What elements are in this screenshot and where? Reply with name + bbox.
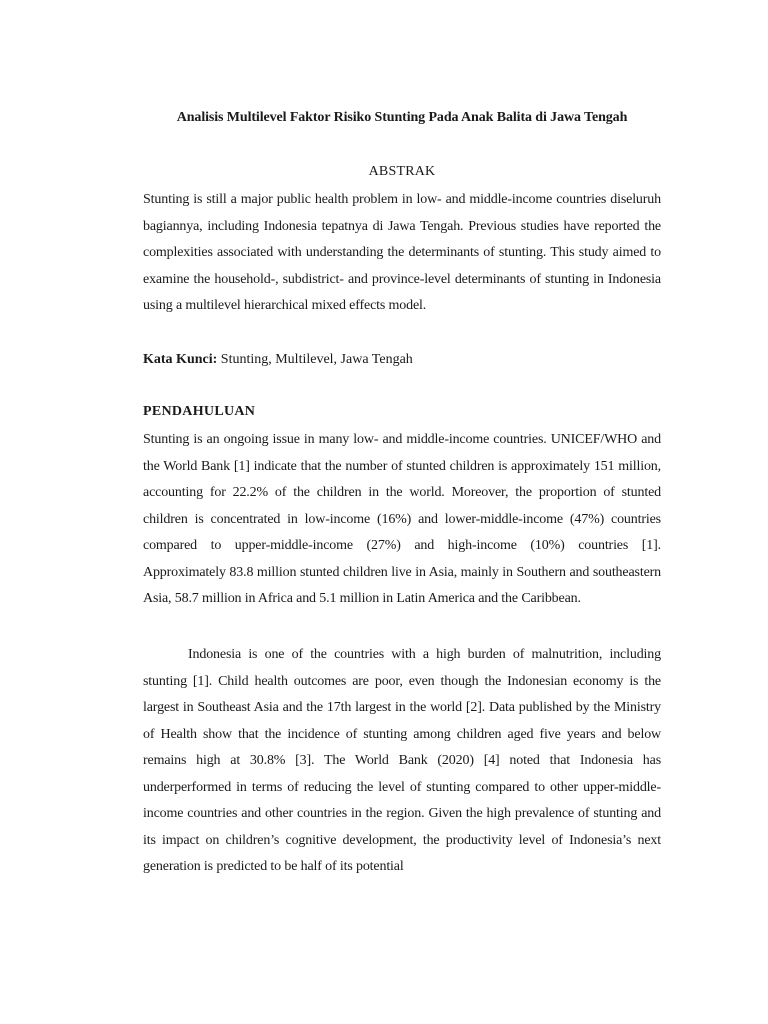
paper-title: Analisis Multilevel Faktor Risiko Stunting Pada Anak Balita di Jawa Tengah: [176, 110, 628, 125]
intro-paragraph-1: Stunting is an ongoing issue in many low- and middle-income countries. UNICEF/WHO and the World Bank [1] indicate that the number of stunted children is approximately 151 million, accounting for 22.2% of the children in the world. Moreover, the proportion of stunted children is concentrated in low-income (16%) and lower-middle-income (47%) countries compared to upper-middle-income (27%) and high-income (10%) countries [1]. Approximately 83.8 million stunted children live in Asia, mainly in Southern and southeastern Asia, 58.7 million in Africa and 5.1 million in Latin America and the Caribbean.: [143, 432, 661, 606]
intro-paragraph-2: Indonesia is one of the countries with a high burden of malnutrition, including stunting [1]. Child health outcomes are poor, even though the Indonesian economy is the largest in Southeast Asia and the 17th largest in the world [2]. Data published by the Ministry of Health show that the incidence of stunting among children aged five years and below remains high at 30.8% [3]. The World Bank (2020) [4] noted that Indonesia has underperformed in terms of reducing the level of stunting compared to other upper-middle-income countries and other countries in the region. Given the high prevalence of stunting and its impact on children’s cognitive development, the productivity level of Indonesia’s next generation is predicted to be half of its potential: [143, 647, 661, 874]
section-heading-pendahuluan: PENDAHULUAN: [143, 404, 256, 419]
abstract-heading: ABSTRAK: [368, 164, 436, 179]
keywords-line: [143, 347, 661, 374]
keywords-value: Stunting, Multilevel, Jawa Tengah: [217, 352, 413, 367]
abstract-text: Stunting is still a major public health problem in low- and middle-income countries diseluruh bagiannya, including Indonesia tepatnya di Jawa Tengah. Previous studies have reported the complexities associated with understanding the determinants of stunting. This study aimed to examine the household-, subdistrict- and province-level determinants of stunting in Indonesia using a multilevel hierarchical mixed effects model.: [143, 192, 661, 313]
keywords-label: Kata Kunci:: [143, 352, 218, 367]
